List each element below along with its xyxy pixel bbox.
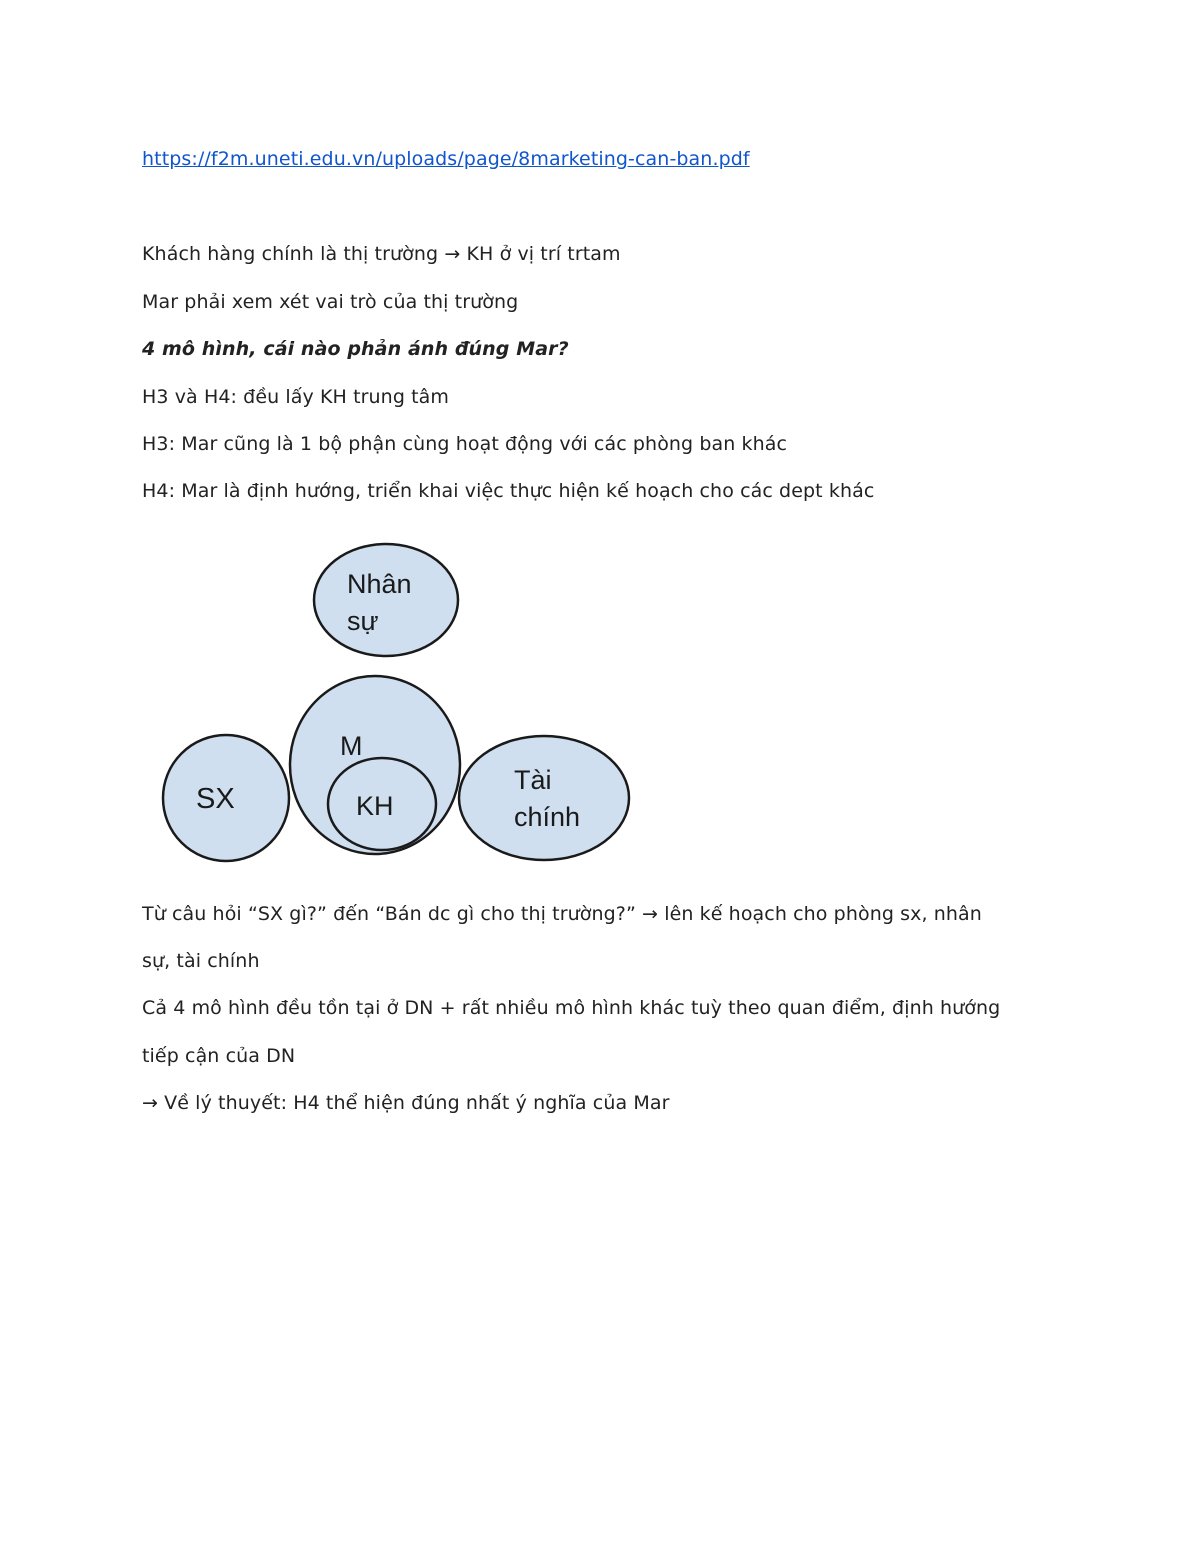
paragraph-h3-h4: H3 và H4: đều lấy KH trung tâm (142, 386, 450, 408)
node-nhan-su-label-2: sự (347, 606, 379, 636)
paragraph-four-models: Cả 4 mô hình đều tồn tại ở DN + rất nhiều mô hình khác tuỳ theo quan điểm, định hướng (142, 997, 1001, 1019)
node-sx-label: SX (196, 783, 235, 815)
node-tai-chinh-label-1: Tài (514, 765, 552, 795)
paragraph-customer-market: Khách hàng chính là thị trường → KH ở vị trí trtam (142, 243, 621, 265)
marketing-model-diagram (150, 540, 660, 870)
paragraph-h3: H3: Mar cũng là 1 bộ phận cùng hoạt động với các phòng ban khác (142, 433, 788, 455)
node-tai-chinh (459, 736, 629, 860)
paragraph-h4: H4: Mar là định hướng, triển khai việc thực hiện kế hoạch cho các dept khác (142, 480, 875, 502)
node-sx (163, 735, 289, 861)
node-m-label: M (340, 731, 363, 761)
node-tai-chinh-label-2: chính (514, 802, 581, 832)
source-link[interactable]: https://f2m.uneti.edu.vn/uploads/page/8marketing-can-ban.pdf (142, 148, 750, 170)
paragraph-question-shift-cont: sự, tài chính (142, 950, 260, 972)
paragraph-market-role: Mar phải xem xét vai trò của thị trường (142, 291, 519, 313)
node-kh-label: KH (356, 791, 394, 821)
node-kh (328, 758, 436, 850)
node-nhan-su (314, 544, 458, 656)
paragraph-question-shift: Từ câu hỏi “SX gì?” đến “Bán dc gì cho thị trường?” → lên kế hoạch cho phòng sx, nhân (142, 903, 982, 925)
node-nhan-su-label-1: Nhân (347, 569, 412, 599)
question-heading: 4 mô hình, cái nào phản ánh đúng Mar? (142, 338, 569, 360)
paragraph-four-models-cont: tiếp cận của DN (142, 1045, 296, 1067)
paragraph-conclusion: → Về lý thuyết: H4 thể hiện đúng nhất ý nghĩa của Mar (142, 1092, 670, 1114)
